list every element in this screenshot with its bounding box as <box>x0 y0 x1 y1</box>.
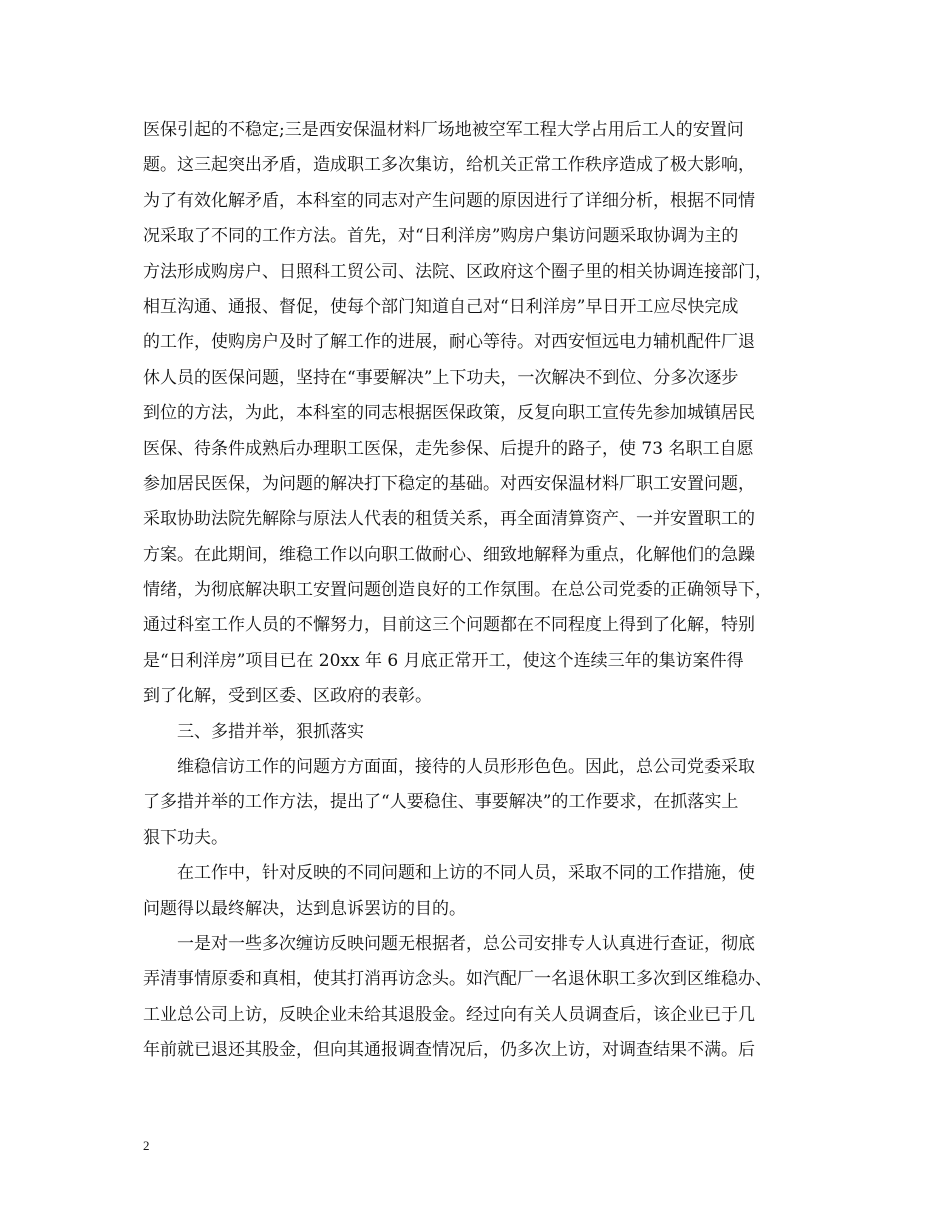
text-line: 工业总公司上访，反映企业未给其退股金。经过向有关人员调查后，该企业已于几 <box>143 1004 755 1025</box>
text-line: 采取协助法院先解除与原法人代表的租赁关系，再全面清算资产、一并安置职工的 <box>143 509 755 530</box>
text-line: 问题得以最终解决，达到息诉罢访的目的。 <box>143 898 466 919</box>
text-line: 在工作中，针对反映的不同问题和上访的不同人员，采取不同的工作措施，使 <box>177 863 755 884</box>
text-line: 医保、待条件成熟后办理职工医保，走先参保、后提升的路子，使 73 名职工自愿 <box>143 438 754 459</box>
text-line: 参加居民医保，为问题的解决打下稳定的基础。对西安保温材料厂职工安置问题， <box>143 473 755 494</box>
text-line: 为了有效化解矛盾，本科室的同志对产生问题的原因进行了详细分析，根据不同情 <box>143 190 755 211</box>
text-line: 是“日利洋房”项目已在 20xx 年 6 月底正常开工，使这个连续三年的集访案件得 <box>143 650 744 671</box>
text-line: 相互沟通、通报、督促，使每个部门知道自己对“日利洋房”早日开工应尽快完成 <box>143 296 739 317</box>
text-line: 方法形成购房户、日照科工贸公司、法院、区政府这个圈子里的相关协调连接部门， <box>143 261 772 282</box>
text-line: 维稳信访工作的问题方方面面，接待的人员形形色色。因此，总公司党委采取 <box>177 757 755 778</box>
text-line: 通过科室工作人员的不懈努力，目前这三个问题都在不同程度上得到了化解，特别 <box>143 615 755 636</box>
text-line: 的工作，使购房户及时了解工作的进展，耐心等待。对西安恒远电力辅机配件厂退 <box>143 332 755 353</box>
body-text <box>143 113 823 1069</box>
text-line: 弄清事情原委和真相，使其打消再访念头。如汽配厂一名退休职工多次到区维稳办、 <box>143 969 772 990</box>
text-line: 年前就已退还其股金，但向其通报调查情况后，仍多次上访，对调查结果不满。后 <box>143 1040 755 1061</box>
text-line: 题。这三起突出矛盾，造成职工多次集访，给机关正常工作秩序造成了极大影响， <box>143 155 755 176</box>
page-number: 2 <box>143 1138 150 1153</box>
text-line: 方案。在此期间，维稳工作以向职工做耐心、细致地解释为重点，化解他们的急躁 <box>143 544 755 565</box>
text-line: 了多措并举的工作方法，提出了“人要稳住、事要解决”的工作要求，在抓落实上 <box>143 792 739 813</box>
text-line: 情绪，为彻底解决职工安置问题创造良好的工作氛围。在总公司党委的正确领导下， <box>143 580 772 601</box>
text-line: 到了化解，受到区委、区政府的表彰。 <box>143 686 432 707</box>
text-line: 休人员的医保问题，坚持在“事要解决”上下功夫，一次解决不到位、分多次逐步 <box>143 367 739 388</box>
text-line: 狠下功夫。 <box>143 827 228 848</box>
text-line: 医保引起的不稳定;三是西安保温材料厂场地被空军工程大学占用后工人的安置问 <box>143 120 744 140</box>
text-line: 三、多措并举，狠抓落实 <box>177 721 364 742</box>
text-line: 况采取了不同的工作方法。首先，对“日利洋房”购房户集访问题采取协调为主的 <box>143 226 739 247</box>
text-line: 到位的方法，为此，本科室的同志根据医保政策，反复向职工宣传先参加城镇居民 <box>143 403 755 424</box>
text-line: 一是对一些多次缠访反映问题无根据者，总公司安排专人认真进行查证，彻底 <box>177 933 755 954</box>
